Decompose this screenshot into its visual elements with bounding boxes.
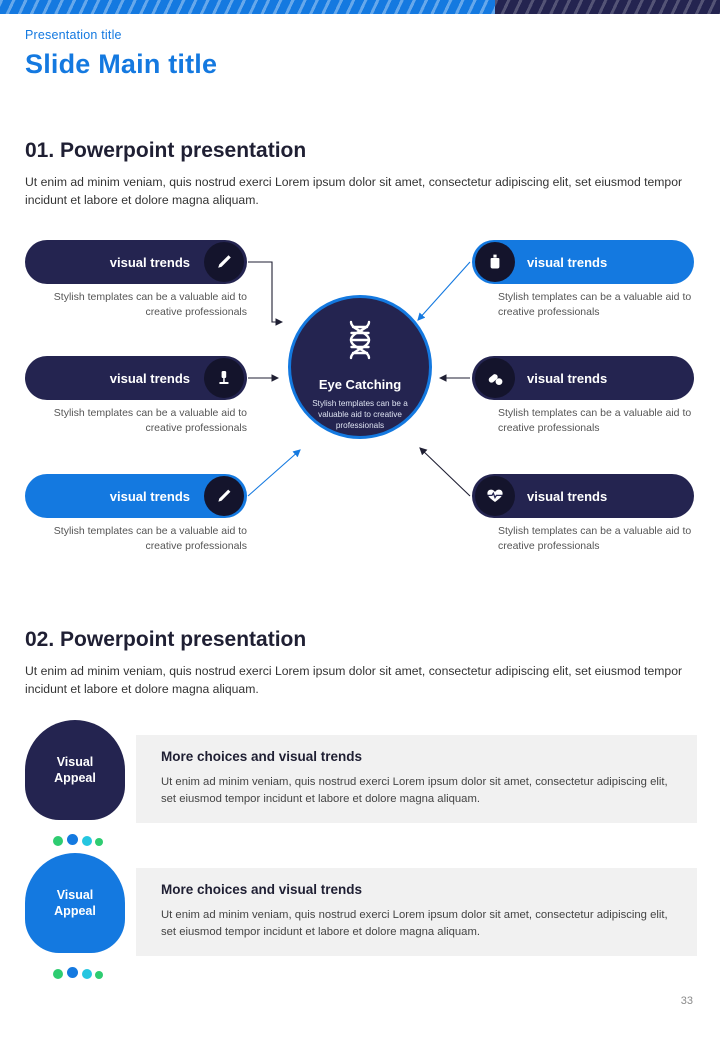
row-badge-line2: Appeal [54, 771, 96, 785]
diagram-node-label: visual trends [527, 254, 608, 270]
pencil-icon [204, 476, 244, 516]
row-text: Ut enim ad minim veniam, quis nostrud exerci Lorem ipsum dolor sit amet, consectetur adipiscing elit, set eiusmod tempor incidunt et labore et dolore magna aliquam. [161, 909, 668, 938]
page-title: Slide Main title [25, 49, 218, 79]
row-badge[interactable] [25, 853, 125, 971]
row-content-panel [136, 868, 697, 956]
bubbles-decoration [53, 834, 105, 850]
row-badge-line2: Appeal [54, 904, 96, 918]
row-badge-shape [25, 853, 125, 953]
row-title: More choices and visual trends [161, 749, 363, 764]
list-item [25, 735, 697, 823]
diagram-node-label: visual trends [109, 254, 190, 270]
row-badge-line1: Visual [56, 755, 94, 769]
bubbles-decoration [53, 967, 105, 983]
pills-icon [475, 358, 515, 398]
diagram-node-left-1-description: Stylish templates can be a valuable aid to creative professionals [53, 291, 247, 318]
diagram-node-right-1-description: Stylish templates can be a valuable aid to creative professionals [498, 291, 692, 318]
section-1-body: Ut enim ad minim veniam, quis nostrud exerci Lorem ipsum dolor sit amet, consectetur adipiscing elit, set eiusmod tempor incidunt et labore et dolore magna aliquam. [25, 175, 683, 207]
heartbeat-icon [475, 476, 515, 516]
diagram-node-label: visual trends [109, 488, 190, 504]
center-title: Eye Catching [318, 377, 402, 392]
top-bar-blue-stripe [0, 0, 495, 14]
section-2-body: Ut enim ad minim veniam, quis nostrud exerci Lorem ipsum dolor sit amet, consectetur adipiscing elit, set eiusmod tempor incidunt et labore et dolore magna aliquam. [25, 664, 683, 696]
row-badge-shape [25, 720, 125, 820]
diagram-center-node [288, 295, 432, 439]
diagram-node-right-3-description: Stylish templates can be a valuable aid to creative professionals [498, 525, 692, 552]
section-1-heading: 01. Powerpoint presentation [25, 139, 307, 162]
diagram-node-right-3[interactable] [472, 474, 694, 518]
diagram-node-left-2-description: Stylish templates can be a valuable aid to creative professionals [53, 407, 247, 434]
diagram-node-left-3-description: Stylish templates can be a valuable aid to creative professionals [53, 525, 247, 552]
section-2-heading: 02. Powerpoint presentation [25, 628, 307, 651]
lab-bottle-icon [475, 242, 515, 282]
row-badge-line1: Visual [56, 888, 94, 902]
pen-icon [204, 242, 244, 282]
presentation-title: Presentation title [25, 28, 122, 42]
slide-header [25, 28, 217, 80]
list-item [25, 868, 697, 956]
dna-icon [345, 320, 375, 369]
diagram-node-right-2-description: Stylish templates can be a valuable aid to creative professionals [498, 407, 692, 434]
top-decorative-bar [0, 0, 720, 14]
diagram-node-left-1[interactable] [25, 240, 247, 284]
top-bar-navy-stripe [495, 0, 720, 14]
diagram-node-right-2[interactable] [472, 356, 694, 400]
page-number: 33 [680, 995, 693, 1007]
circular-diagram [0, 235, 720, 580]
row-title: More choices and visual trends [161, 882, 363, 897]
diagram-node-right-1[interactable] [472, 240, 694, 284]
diagram-node-left-3[interactable] [25, 474, 247, 518]
center-description: Stylish templates can be a valuable aid to creative professionals [312, 399, 408, 430]
row-text: Ut enim ad minim veniam, quis nostrud exerci Lorem ipsum dolor sit amet, consectetur adipiscing elit, set eiusmod tempor incidunt et labore et dolore magna aliquam. [161, 776, 668, 805]
diagram-node-left-2[interactable] [25, 356, 247, 400]
diagram-node-label: visual trends [527, 370, 608, 386]
diagram-node-label: visual trends [527, 488, 608, 504]
microscope-icon [204, 358, 244, 398]
row-content-panel [136, 735, 697, 823]
diagram-node-label: visual trends [109, 370, 190, 386]
row-badge[interactable] [25, 720, 125, 838]
